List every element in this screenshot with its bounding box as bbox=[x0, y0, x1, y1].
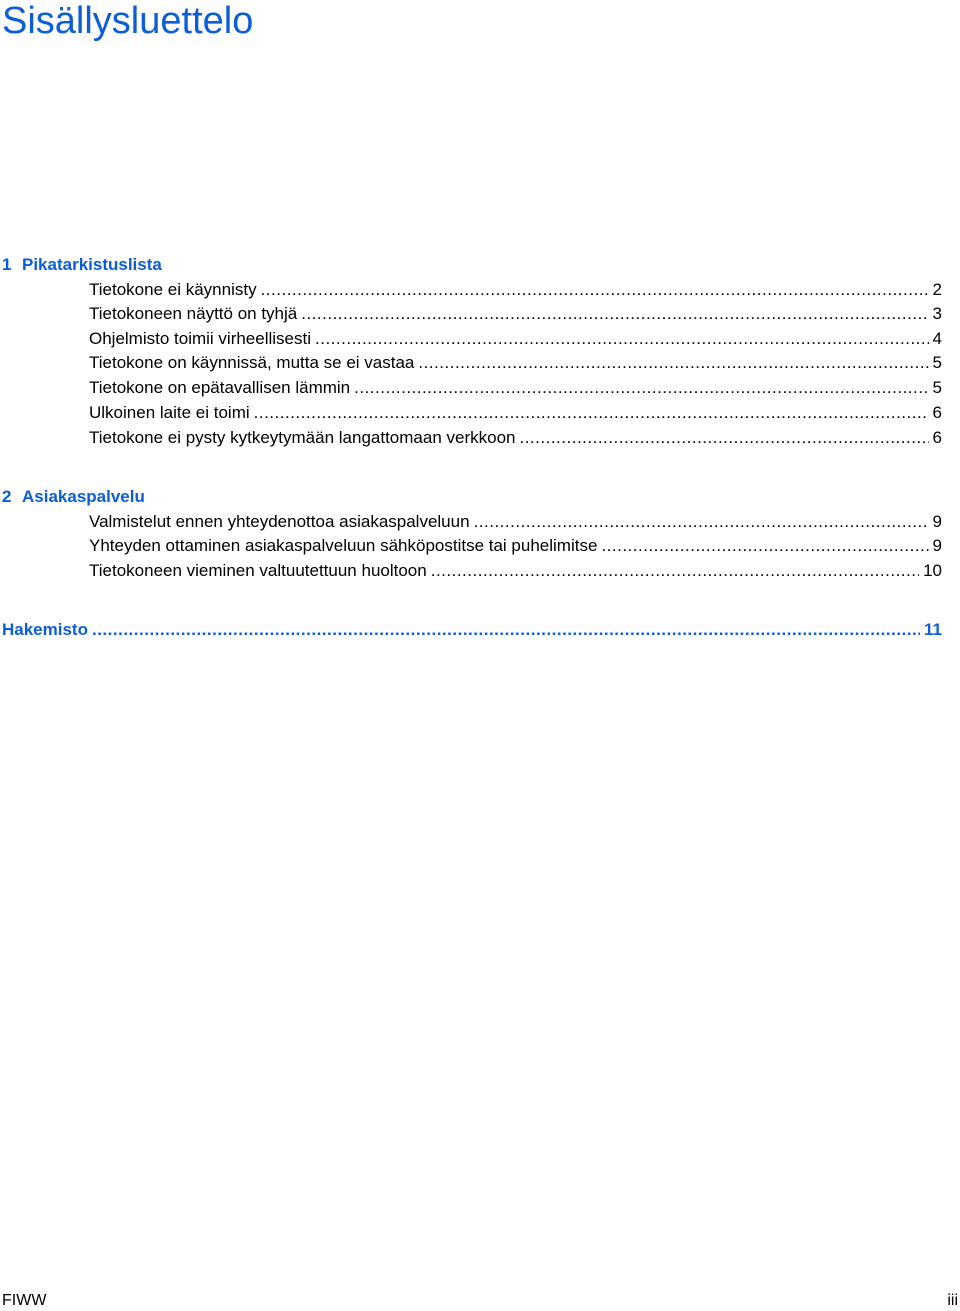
toc-entry[interactable] bbox=[89, 403, 942, 423]
leader-dots bbox=[418, 353, 928, 373]
chapter-number: 1 bbox=[2, 255, 12, 274]
leader-dots bbox=[315, 329, 929, 349]
toc-entry-text: Tietokone ei käynnisty bbox=[89, 280, 257, 299]
index-label: Hakemisto bbox=[2, 620, 88, 639]
toc-entry-text: Tietokone on epätavallisen lämmin bbox=[89, 378, 351, 397]
footer-doc-code: FIWW bbox=[2, 1292, 47, 1309]
toc-entry[interactable] bbox=[89, 561, 942, 581]
chapter-title: Asiakaspalvelu bbox=[22, 487, 145, 506]
toc-entry-text: Ulkoinen laite ei toimi bbox=[89, 403, 250, 422]
chapter-title: Pikatarkistuslista bbox=[22, 255, 162, 274]
leader-dots bbox=[474, 512, 929, 532]
toc-entry-text: Tietokone ei pysty kytkeytymään langattomaan verkkoon bbox=[89, 428, 516, 447]
toc-entry-text: Yhteyden ottaminen asiakaspalveluun sähköpostitse tai puhelimitse bbox=[89, 536, 598, 555]
toc-entry-text: Tietokoneen näyttö on tyhjä bbox=[89, 304, 298, 323]
toc-entry[interactable] bbox=[89, 304, 942, 324]
toc-entry[interactable] bbox=[89, 280, 942, 300]
toc-page-number: 6 bbox=[932, 403, 942, 422]
leader-dots bbox=[519, 428, 928, 448]
toc-entry[interactable] bbox=[89, 512, 942, 532]
leader-dots bbox=[601, 536, 928, 556]
index-page-number: 11 bbox=[924, 620, 942, 639]
toc-entry-text: Ohjelmisto toimii virheellisesti bbox=[89, 329, 312, 348]
toc-page-number: 9 bbox=[932, 512, 942, 531]
toc-index-entry[interactable] bbox=[2, 620, 942, 640]
toc-page-number: 6 bbox=[932, 428, 942, 447]
leader-dots bbox=[301, 304, 928, 324]
toc-entry[interactable] bbox=[89, 536, 942, 556]
toc-entry-text: Valmistelut ennen yhteydenottoa asiakaspalveluun bbox=[89, 512, 470, 531]
footer-page-number: iii bbox=[947, 1292, 958, 1309]
toc-page-number: 5 bbox=[932, 378, 942, 397]
leader-dots bbox=[431, 561, 919, 581]
toc-page-number: 10 bbox=[923, 561, 942, 580]
leader-dots bbox=[354, 378, 928, 398]
toc-page-number: 4 bbox=[932, 329, 942, 348]
leader-dots bbox=[92, 620, 920, 640]
toc-entry-text: Tietokone on käynnissä, mutta se ei vastaa bbox=[89, 353, 415, 372]
chapter-number: 2 bbox=[2, 487, 12, 506]
page-title: Sisällysluettelo bbox=[2, 0, 254, 42]
toc-entry[interactable] bbox=[89, 378, 942, 398]
toc-page-number: 3 bbox=[932, 304, 942, 323]
toc-entry[interactable] bbox=[89, 353, 942, 373]
toc-page-number: 2 bbox=[932, 280, 942, 299]
leader-dots bbox=[254, 403, 929, 423]
toc-entry[interactable] bbox=[89, 329, 942, 349]
toc-entry-text: Tietokoneen vieminen valtuutettuun huoltoon bbox=[89, 561, 427, 580]
leader-dots bbox=[261, 280, 929, 300]
chapter-2-heading[interactable] bbox=[2, 487, 942, 507]
chapter-1-heading[interactable] bbox=[2, 255, 942, 275]
toc-page-number: 9 bbox=[932, 536, 942, 555]
toc-entry[interactable] bbox=[89, 428, 942, 448]
toc-page-number: 5 bbox=[932, 353, 942, 372]
